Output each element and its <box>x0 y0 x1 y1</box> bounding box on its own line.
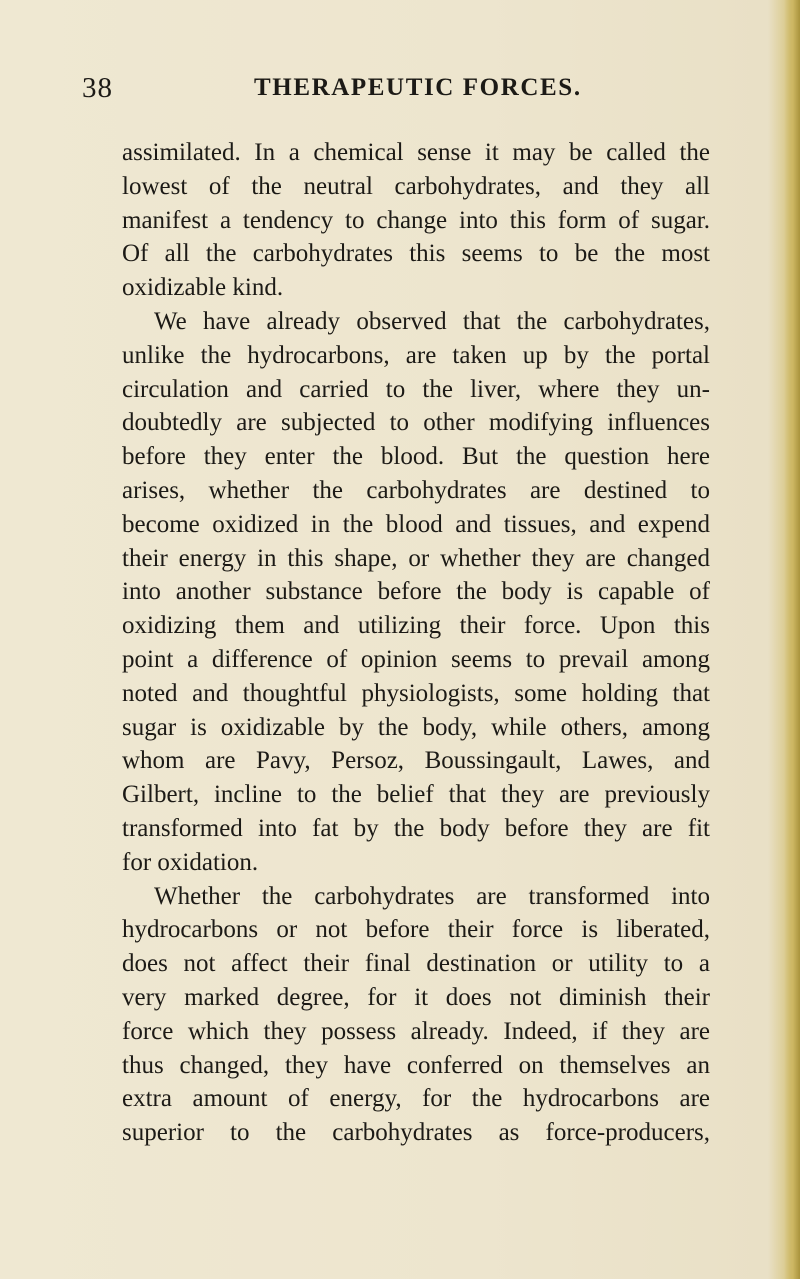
text-line: arises, whether the carbohydrates are destined to <box>122 476 710 504</box>
text-line: point a difference of opinion seems to prevail among <box>122 645 710 673</box>
text-line: for oxidation. <box>122 848 259 876</box>
text-line: Gilbert, incline to the belief that they are previously <box>122 781 710 809</box>
running-head: THERAPEUTIC FORCES. <box>254 74 582 101</box>
page-number: 38 <box>82 72 113 104</box>
text-line: assimilated. In a chemical sense it may be called the <box>122 139 710 166</box>
text-line: hydrocarbons or not before their force is liberated, <box>122 916 710 944</box>
text-line: does not affect their final destination or utility to a <box>122 950 710 978</box>
text-line: extra amount of energy, for the hydrocarbons are <box>122 1085 710 1113</box>
text-line: manifest a tendency to change into this form of sugar. <box>122 206 710 234</box>
text-line: lowest of the neutral carbohydrates, and they all <box>122 172 710 200</box>
text-line: thus changed, they have conferred on themselves an <box>122 1051 710 1079</box>
page-header <box>0 68 800 108</box>
text-line: oxidizable kind. <box>122 274 284 302</box>
text-line: their energy in this shape, or whether they are changed <box>122 544 710 572</box>
text-line: oxidizing them and utilizing their force. Upon this <box>122 612 710 640</box>
body-text <box>122 136 710 1150</box>
text-line: doubtedly are subjected to other modifying influences <box>122 409 710 437</box>
text-line: very marked degree, for it does not diminish their <box>122 983 710 1011</box>
text-line: noted and thoughtful physiologists, some holding that <box>122 679 710 707</box>
text-line: become oxidized in the blood and tissues, and expend <box>122 510 710 538</box>
text-line: into another substance before the body is capable of <box>122 578 710 606</box>
page-edge <box>784 0 800 1279</box>
text-line: superior to the carbohydrates as force-producers, <box>122 1119 710 1147</box>
text-line: force which they possess already. Indeed, if they are <box>122 1017 710 1045</box>
text-line: Of all the carbohydrates this seems to be the most <box>122 240 710 268</box>
text-line: Whether the carbohydrates are transformed into <box>154 882 710 910</box>
text-line: We have already observed that the carbohydrates, <box>154 307 710 335</box>
text-line: circulation and carried to the liver, where they un- <box>122 375 710 403</box>
text-line: unlike the hydrocarbons, are taken up by the portal <box>122 341 710 369</box>
text-line: before they enter the blood. But the question here <box>122 443 710 471</box>
text-line: whom are Pavy, Persoz, Boussingault, Lawes, and <box>122 747 710 775</box>
text-line: sugar is oxidizable by the body, while others, among <box>122 713 710 741</box>
text-line: transformed into fat by the body before they are fit <box>122 814 710 842</box>
